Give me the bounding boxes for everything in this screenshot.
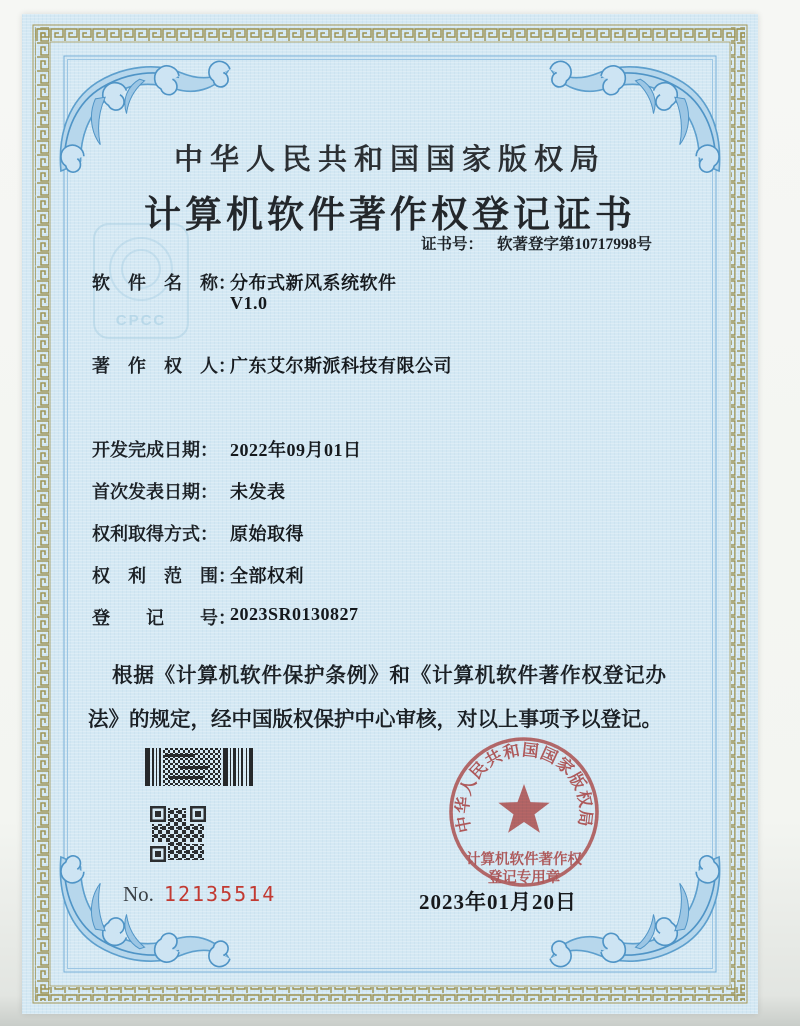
embossed-seal-text: CPCC <box>115 312 167 329</box>
field-label-software-name: 软 件 名 称： <box>92 273 236 293</box>
barcode <box>145 748 253 786</box>
corner-ornament-bottom-left <box>60 856 229 967</box>
certificate-number-value: 软著登字第10717998号 <box>496 236 652 253</box>
field-label-first-publish-date: 首次发表日期： <box>92 482 218 502</box>
field-label-copyright-owner: 著 作 权 人： <box>92 356 236 376</box>
field-label-dev-complete-date: 开发完成日期： <box>92 440 218 460</box>
qr-finder-top-left <box>150 806 166 822</box>
seal-text-line1: 计算机软件著作权 <box>466 852 582 868</box>
registration-statement: 根据《计算机软件保护条例》和《计算机软件著作权登记办法》的规定，经中国版权保护中心审核，对以上事项予以登记。 <box>88 665 666 731</box>
qr-finder-top-right <box>190 806 206 822</box>
field-value-software-version: V1.0 <box>230 293 268 313</box>
certificate-title: 计算机软件著作权登记证书 <box>144 195 636 236</box>
star-icon <box>498 784 549 833</box>
field-value-copyright-owner: 广东艾尔斯派科技有限公司 <box>230 356 452 376</box>
serial-prefix: No. <box>123 882 154 906</box>
field-value-rights-acquisition: 原始取得 <box>230 524 304 544</box>
field-value-registration-number: 2023SR0130827 <box>230 604 359 624</box>
certificate <box>22 14 758 1014</box>
serial-number: 12135514 <box>163 882 277 906</box>
field-label-registration-number: 登 记 号： <box>92 608 236 628</box>
qr-code <box>150 806 206 862</box>
field-label-rights-scope: 权 利 范 围： <box>92 566 236 586</box>
field-value-dev-complete-date: 2022年09月01日 <box>230 440 362 460</box>
field-label-rights-acquisition: 权利取得方式： <box>92 524 218 544</box>
qr-finder-bottom-left <box>150 846 166 862</box>
seal-text-line2: 登记专用章 <box>487 870 561 886</box>
field-value-first-publish-date: 未发表 <box>230 482 286 502</box>
official-seal <box>424 727 624 902</box>
field-value-rights-scope: 全部权利 <box>230 566 304 586</box>
certificate-number-line <box>421 232 652 254</box>
issue-date: 2023年01月20日 <box>419 890 577 914</box>
issuer-title: 中华人民共和国国家版权局 <box>173 144 606 176</box>
certificate-number-label: 证书号： <box>420 236 483 253</box>
serial-number-line <box>123 882 276 907</box>
seal-ring-text: 中华人民共和国国家版权局 <box>452 740 596 835</box>
field-value-software-name: 分布式新风系统软件 <box>230 273 397 293</box>
